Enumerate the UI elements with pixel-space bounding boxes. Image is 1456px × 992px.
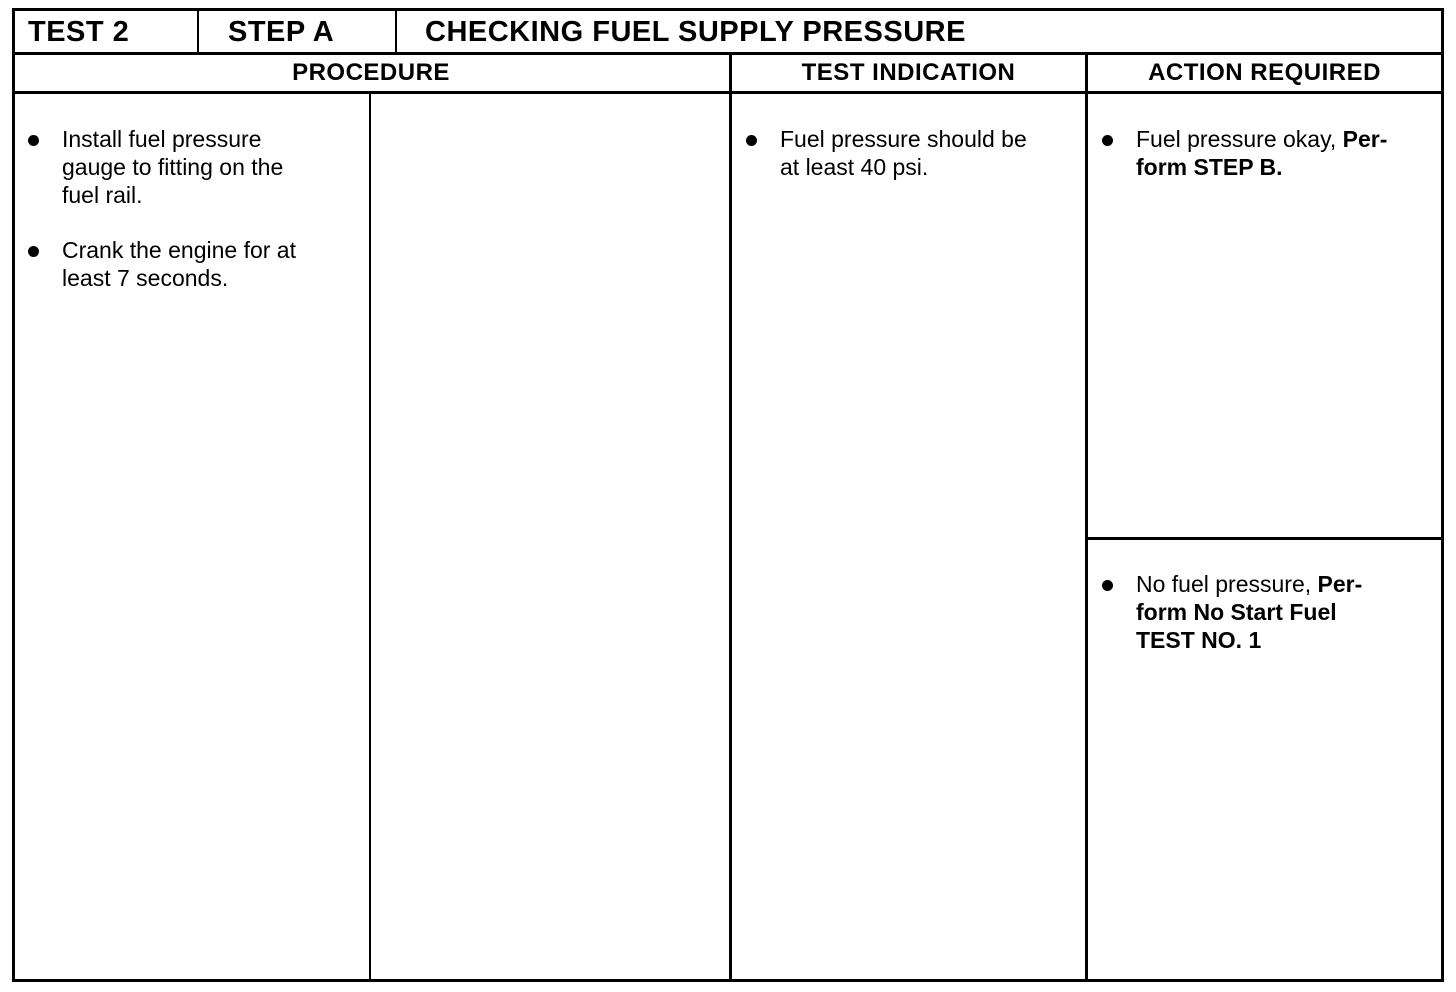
bullet-icon — [28, 246, 39, 257]
border-right — [1441, 8, 1444, 982]
border-bottom — [12, 979, 1444, 982]
title-divider-2 — [395, 8, 397, 54]
test-indication-text: Fuel pressure should be at least 40 psi. — [780, 126, 1027, 180]
action-text — [1136, 570, 1437, 654]
action-text — [1136, 125, 1437, 181]
bullet-icon — [28, 135, 39, 146]
test-number: TEST 2 — [28, 16, 130, 48]
procedure-item-text: Install fuel pressure gauge to fitting on the fuel rail. — [62, 126, 284, 208]
procedure-inner-divider — [369, 93, 371, 981]
column-header-procedure: PROCEDURE — [292, 59, 450, 86]
step-label: STEP A — [228, 16, 335, 48]
procedure-item — [28, 125, 363, 209]
test-indication-item — [746, 125, 1081, 181]
title-divider-1 — [197, 8, 199, 54]
bullet-icon — [746, 135, 757, 146]
procedure-item — [28, 236, 363, 292]
action-item-okay — [1102, 125, 1437, 181]
action-text-plain: No fuel pressure, — [1136, 571, 1318, 597]
column-header-action-required: ACTION REQUIRED — [1148, 59, 1381, 86]
procedure-divider — [729, 54, 732, 981]
action-text-bold: Per- form STEP B. — [1136, 126, 1388, 180]
action-text-plain: Fuel pressure okay, — [1136, 126, 1343, 152]
page-title: CHECKING FUEL SUPPLY PRESSURE — [425, 16, 966, 48]
indication-divider — [1085, 54, 1088, 981]
action-item-no-pressure — [1102, 570, 1437, 654]
border-left — [12, 8, 15, 982]
bullet-icon — [1102, 135, 1113, 146]
procedure-item-text: Crank the engine for at least 7 seconds. — [62, 237, 296, 291]
action-text-bold: Per- form No Start Fuel TEST NO. 1 — [1136, 571, 1363, 653]
bullet-icon — [1102, 580, 1113, 591]
action-split-rule — [1086, 537, 1443, 540]
column-header-test-indication: TEST INDICATION — [801, 59, 1016, 86]
